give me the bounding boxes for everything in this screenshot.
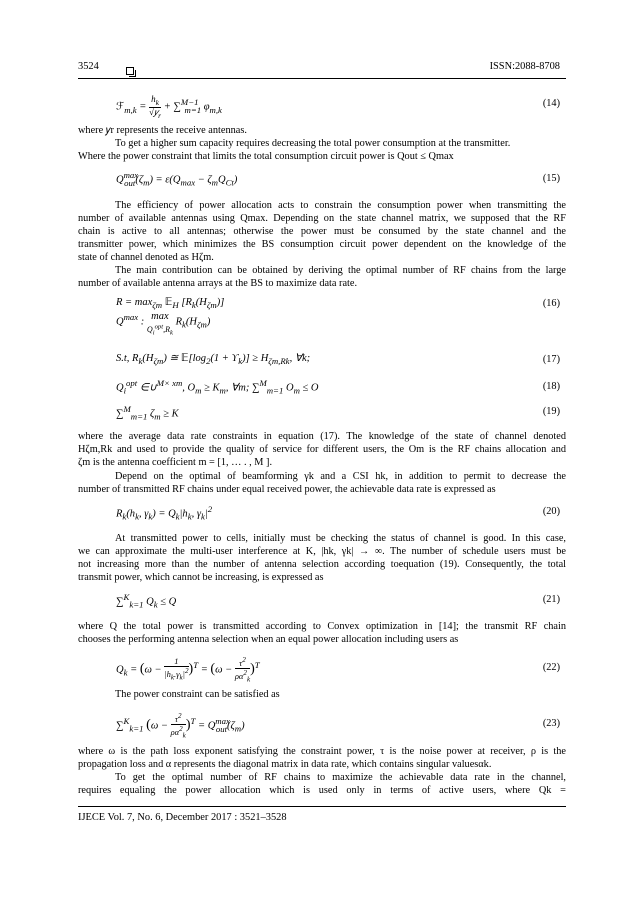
text-line: requires equaling the power allocation which is used only in terms of active users, where Qk =	[78, 785, 566, 797]
text-line: number of transmitted RF chains under equal received power, the achievable data rate is expressed as	[78, 484, 496, 496]
text-line: transmit power, which cannot be increasing, is expressed as	[78, 572, 324, 584]
equation-21: ∑$^K_{k=1}$ $Q_k \le Q$	[116, 592, 177, 610]
text-line: To get the optimal number of RF chains to maximize the achievable data rate in the channel,	[115, 772, 566, 783]
equation-22: $Q_k = (\omega$ − $\frac{1}{|h_k.\gamma_k|^2}$ )$^T$ = (ω − $\frac{\tau^2}{\rho\alpha^2_k}$ )$^T$	[116, 656, 260, 684]
equation-20: $R_k(h_k$, $\gamma_k) = Q_k|h_k$, $\gamma_k|^2$	[116, 504, 213, 522]
text-line: The main contribution can be obtained by deriving the optimal number of RF chains from the large	[115, 265, 566, 276]
equation-16a: $R = \max_{\zeta m}$ 𝔼$_H$ $[R_k(H_{\zeta m})]$	[116, 297, 225, 311]
equation-number-20: (20)	[542, 506, 560, 517]
page-number: 3524	[78, 61, 99, 72]
text-line: Where the power constraint that limits the total consumption circuit power is Qout ≤ Qmax	[78, 151, 454, 163]
equation-14: ℱ$_{m,k}$ = $h_k$ √𝑦$_r$ + ∑$^{M-1}_{m=1}$ $\varphi_{m,k}$	[116, 94, 222, 120]
paragraph-2	[78, 137, 566, 163]
equation-number-18: (18)	[542, 381, 560, 392]
equation-18: $Q_i^{opt}$ ∈∪$^{M\times xm}$, $O_m \ge K_m$, ∀m; ∑$^M_{m=1}$ $O_m \le O$	[116, 378, 319, 396]
equation-number-17: (17)	[542, 354, 560, 365]
text-line: transmitter power, which minimizes the BS consumption circuit power dependent on the knowledge of the	[78, 239, 566, 251]
text-line: where 𝑦r represents the receive antennas.	[78, 125, 247, 136]
header-rule	[78, 78, 566, 79]
paragraph-11	[78, 771, 566, 797]
journal-footer: IJECE Vol. 7, No. 6, December 2017 : 3521–3528	[78, 812, 287, 823]
equation-16b: $Q^{max}$ : max $Q_i^{opt},R_k$ $R_k(H_{\zeta m})$	[116, 311, 211, 337]
text-line: where ω is the path loss exponent satisfying the constraint power, τ is the noise power at receiver, ρ is the	[78, 746, 566, 757]
text-line: number of available antennas using Qmax. Depending on the state channel matrix, we supposed that the RF	[78, 213, 566, 225]
paragraph-5	[78, 430, 566, 469]
text-line: where the average data rate constraints in equation (17). The knowledge of the state of channel denoted	[78, 431, 566, 442]
paragraph-10	[78, 745, 566, 771]
equation-number-21: (21)	[542, 594, 560, 605]
paragraph-7	[78, 532, 566, 584]
equation-17: S.t, $R_k(H_{\zeta m})$ ≅ $𝔼[\log_2(1 + ϒ_k)] \ge H_{\zeta m,Rk}$, ∀k;	[116, 353, 311, 367]
text-line: The power constraint can be satisfied as	[115, 689, 280, 700]
text-line: propagation loss and α represents the diagonal matrix in data rate, which contains singular valuesαk.	[78, 759, 492, 771]
paragraph-3	[78, 199, 566, 264]
text-line: chooses the performing antenna selection when an equal power allocation including users as	[78, 634, 459, 646]
text-line: Depend on the optimal of beamforming γk and a CSI hk, in addition to permit to decrease the	[115, 471, 566, 482]
paragraph-4	[78, 264, 566, 290]
text-line: where Q the total power is transmitted according to Convex optimization in [14]; the transmit RF chain	[78, 621, 566, 632]
equation-number-15: (15)	[542, 173, 560, 184]
paragraph-1	[78, 124, 566, 137]
text-line: number of available antenna arrays at the BS to maximize data rate.	[78, 278, 358, 290]
equation-number-22: (22)	[542, 662, 560, 673]
equation-number-14: (14)	[542, 98, 560, 109]
text-line: Hζm,Rk and used to provide the quality of service for different users, the Om is the RF chains allocation and	[78, 444, 566, 456]
equation-19: ∑$^M_{m=1}$ $\zeta_m \ge K$	[116, 404, 179, 422]
text-line: At transmitted power to cells, initially must be checking the status of channel is good. In this case,	[115, 533, 566, 544]
paragraph-6	[78, 470, 566, 496]
text-line: state of channel denoted as Hζm.	[78, 252, 214, 264]
text-line: ζm is the antenna coefficient m = [1, … . , M ].	[78, 457, 273, 469]
footer-rule	[78, 806, 566, 807]
equation-number-23: (23)	[542, 718, 560, 729]
paragraph-9	[78, 688, 566, 701]
text-line: To get a higher sum capacity requires decreasing the total power consumption at the transmitter.	[115, 138, 511, 149]
text-line: The efficiency of power allocation acts to constrain the consumption power when transmitting the	[115, 200, 566, 211]
equation-number-19: (19)	[542, 406, 560, 417]
text-line: we can approximate the multi-user interference at K, |hk, γk| → ∞. The number of schedule users must be	[78, 546, 566, 558]
paragraph-8	[78, 620, 566, 646]
equation-15: $Q^{max}_{out}(\zeta_m) = \varepsilon(Q_{max} - \zeta_mQ_{Ct})$	[116, 170, 238, 188]
issn: ISSN:2088-8708	[489, 61, 560, 72]
equation-23: ∑$^K_{k=1}$ (ω − $\frac{\tau^2}{\rho\alpha^2_k}$ )$^T = Q^{max}_{out}(\zeta_m)$	[116, 712, 245, 740]
text-line: not increasing more than the number of antenna selection according toequation (19). Consequently, the total	[78, 559, 566, 571]
equation-number-16: (16)	[542, 298, 560, 309]
text-line: chain is active to all antennas; otherwise the power must be consumed by the state channel and the	[78, 226, 566, 238]
